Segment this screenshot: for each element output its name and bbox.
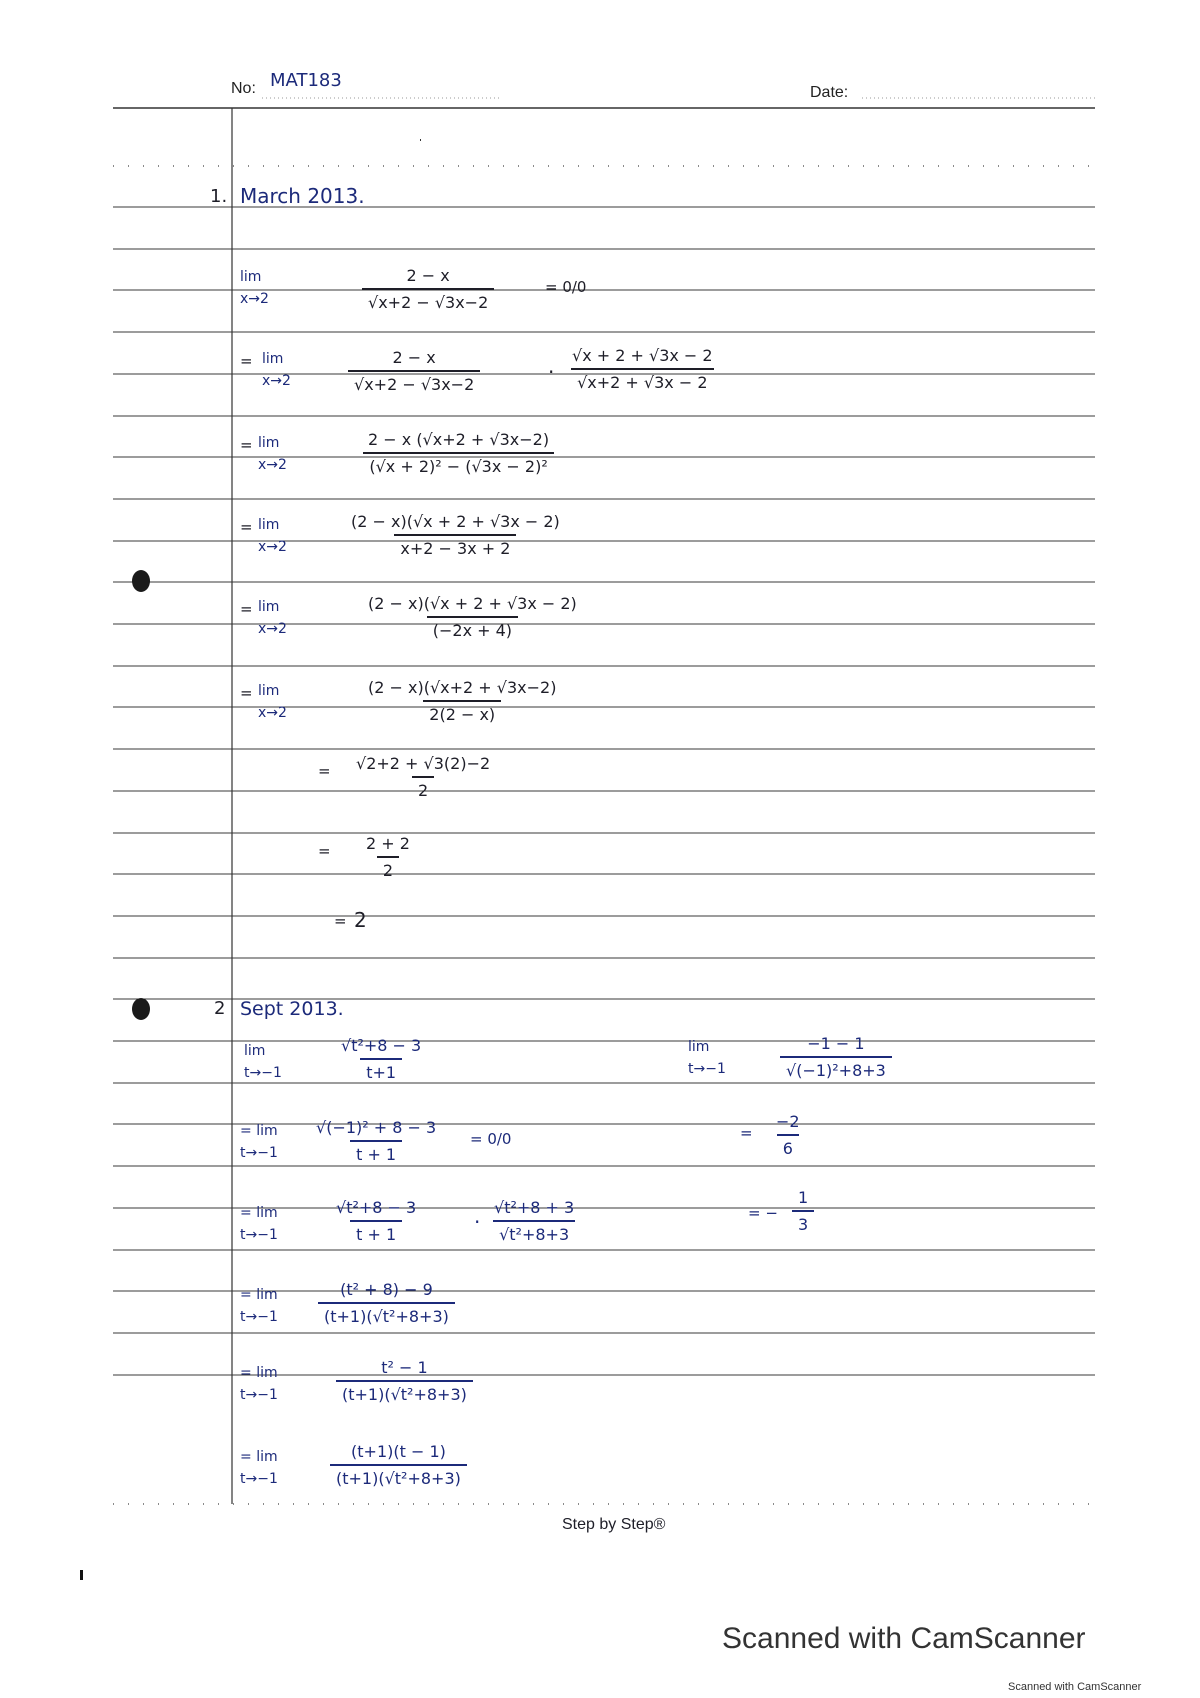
- equals-sign: = −: [748, 1204, 778, 1222]
- course-code: MAT183: [270, 70, 342, 91]
- fraction: $\frac{(t+1)(t - 1)}{\text{(t+1)(√t²+8+3)}}$: [330, 1442, 467, 1488]
- fraction: $\frac{(2 - x)(√x + 2 + √3x - 2)}{(-2x + 4)}$: [368, 594, 577, 640]
- q1-heading: March 2013.: [240, 184, 365, 208]
- equals-sign: =: [240, 518, 253, 536]
- limit-operator: = lim t→−1: [240, 1287, 278, 1325]
- fraction: $\frac{√2+2 + √3(2)-2}{2}$: [356, 754, 491, 800]
- fraction: $\frac{\text{t² − 1}}{\text{(t+1)(√t²+8+3)}}$: [336, 1358, 473, 1404]
- fraction: $\frac{(2 - x)(√x+2 + √3x-2)}{2(2 - x)}$: [368, 678, 557, 724]
- indeterminate-form: = 0/0: [545, 278, 587, 296]
- equals-sign: =: [240, 600, 253, 618]
- equals-sign: =: [240, 684, 253, 702]
- fraction: $\frac{√x + 2 + √3x - 2}{√x+2 + √3x - 2}$: [572, 346, 713, 392]
- equals-sign: =: [240, 436, 253, 454]
- fraction: $\frac{-1 - 1}{\text{√(−1)²+8+3}}$: [780, 1034, 892, 1080]
- limit-operator: lim t→−1: [688, 1039, 726, 1077]
- fraction: $\frac{2 - x (√x+2 + √3x-2)}{\text{(√x + 2)² − (√3x − 2)²}}$: [362, 430, 555, 476]
- fraction: $\frac{\text{√t²+8 + 3}}{\text{√t²+8+3}}$: [494, 1198, 575, 1244]
- scanner-watermark: Scanned with CamScanner: [722, 1622, 1086, 1655]
- limit-operator: = lim t→−1: [240, 1205, 278, 1243]
- q1-number: 1.: [210, 186, 228, 207]
- limit-operator: = lim t→−1: [240, 1123, 278, 1161]
- equals-sign: =: [740, 1124, 753, 1142]
- multiply-sign: ·: [548, 360, 555, 384]
- limit-operator: = lim t→−1: [240, 1365, 278, 1403]
- fraction: $\frac{\text{(t² + 8) − 9}}{\text{(t+1)(√t²+8+3)}}$: [318, 1280, 455, 1326]
- limit-operator: lim x→2: [258, 599, 287, 637]
- indeterminate-form: = 0/0: [470, 1130, 512, 1148]
- fraction: $\frac{2 - x}{√x+2 - √3x-2}$: [348, 348, 480, 394]
- equals-sign: =: [240, 352, 253, 370]
- hole-punch: [132, 998, 150, 1020]
- no-label: No:: [231, 80, 256, 97]
- notebook-brand: Step by Step®: [562, 1516, 666, 1533]
- hole-punch: [132, 570, 150, 592]
- fraction: $\frac{(2 - x)(√x + 2 + √3x - 2)}{x+2 - 3x + 2}$: [351, 512, 560, 558]
- date-label: Date:: [810, 84, 849, 101]
- fraction: $\frac{-2}{6}$: [776, 1112, 800, 1158]
- limit-operator: lim x→2: [258, 517, 287, 555]
- fraction: $\frac{\text{√t²+8 − 3}}{t+1}$: [341, 1036, 422, 1082]
- fraction: $\frac{2 + 2}{2}$: [366, 834, 410, 880]
- fraction: $\frac{\text{√t²+8 − 3}}{t + 1}$: [336, 1198, 417, 1244]
- q2-heading: Sept 2013.: [240, 998, 344, 1020]
- limit-operator: lim x→2: [240, 269, 269, 307]
- limit-operator: = lim t→−1: [240, 1449, 278, 1487]
- limit-operator: lim x→2: [258, 435, 287, 473]
- q2-number: 2: [214, 998, 226, 1019]
- equals-sign: =: [318, 762, 331, 780]
- scanner-watermark-small: Scanned with CamScanner: [1008, 1681, 1142, 1693]
- limit-operator: lim x→2: [258, 683, 287, 721]
- edge-mark: [80, 1570, 83, 1580]
- final-answer: 2: [354, 908, 367, 932]
- equals-sign: =: [334, 912, 347, 930]
- equals-sign: =: [318, 842, 331, 860]
- fraction: $\frac{\text{√(−1)² + 8 − 3}}{t + 1}$: [316, 1118, 437, 1164]
- limit-operator: lim t→−1: [244, 1043, 282, 1081]
- multiply-sign: ·: [474, 1210, 481, 1234]
- limit-operator: lim x→2: [262, 351, 291, 389]
- fraction: $\frac{2 - x}{√x+2 - √3x-2}$: [362, 266, 494, 312]
- fraction: $\frac{1}{3}$: [792, 1188, 814, 1234]
